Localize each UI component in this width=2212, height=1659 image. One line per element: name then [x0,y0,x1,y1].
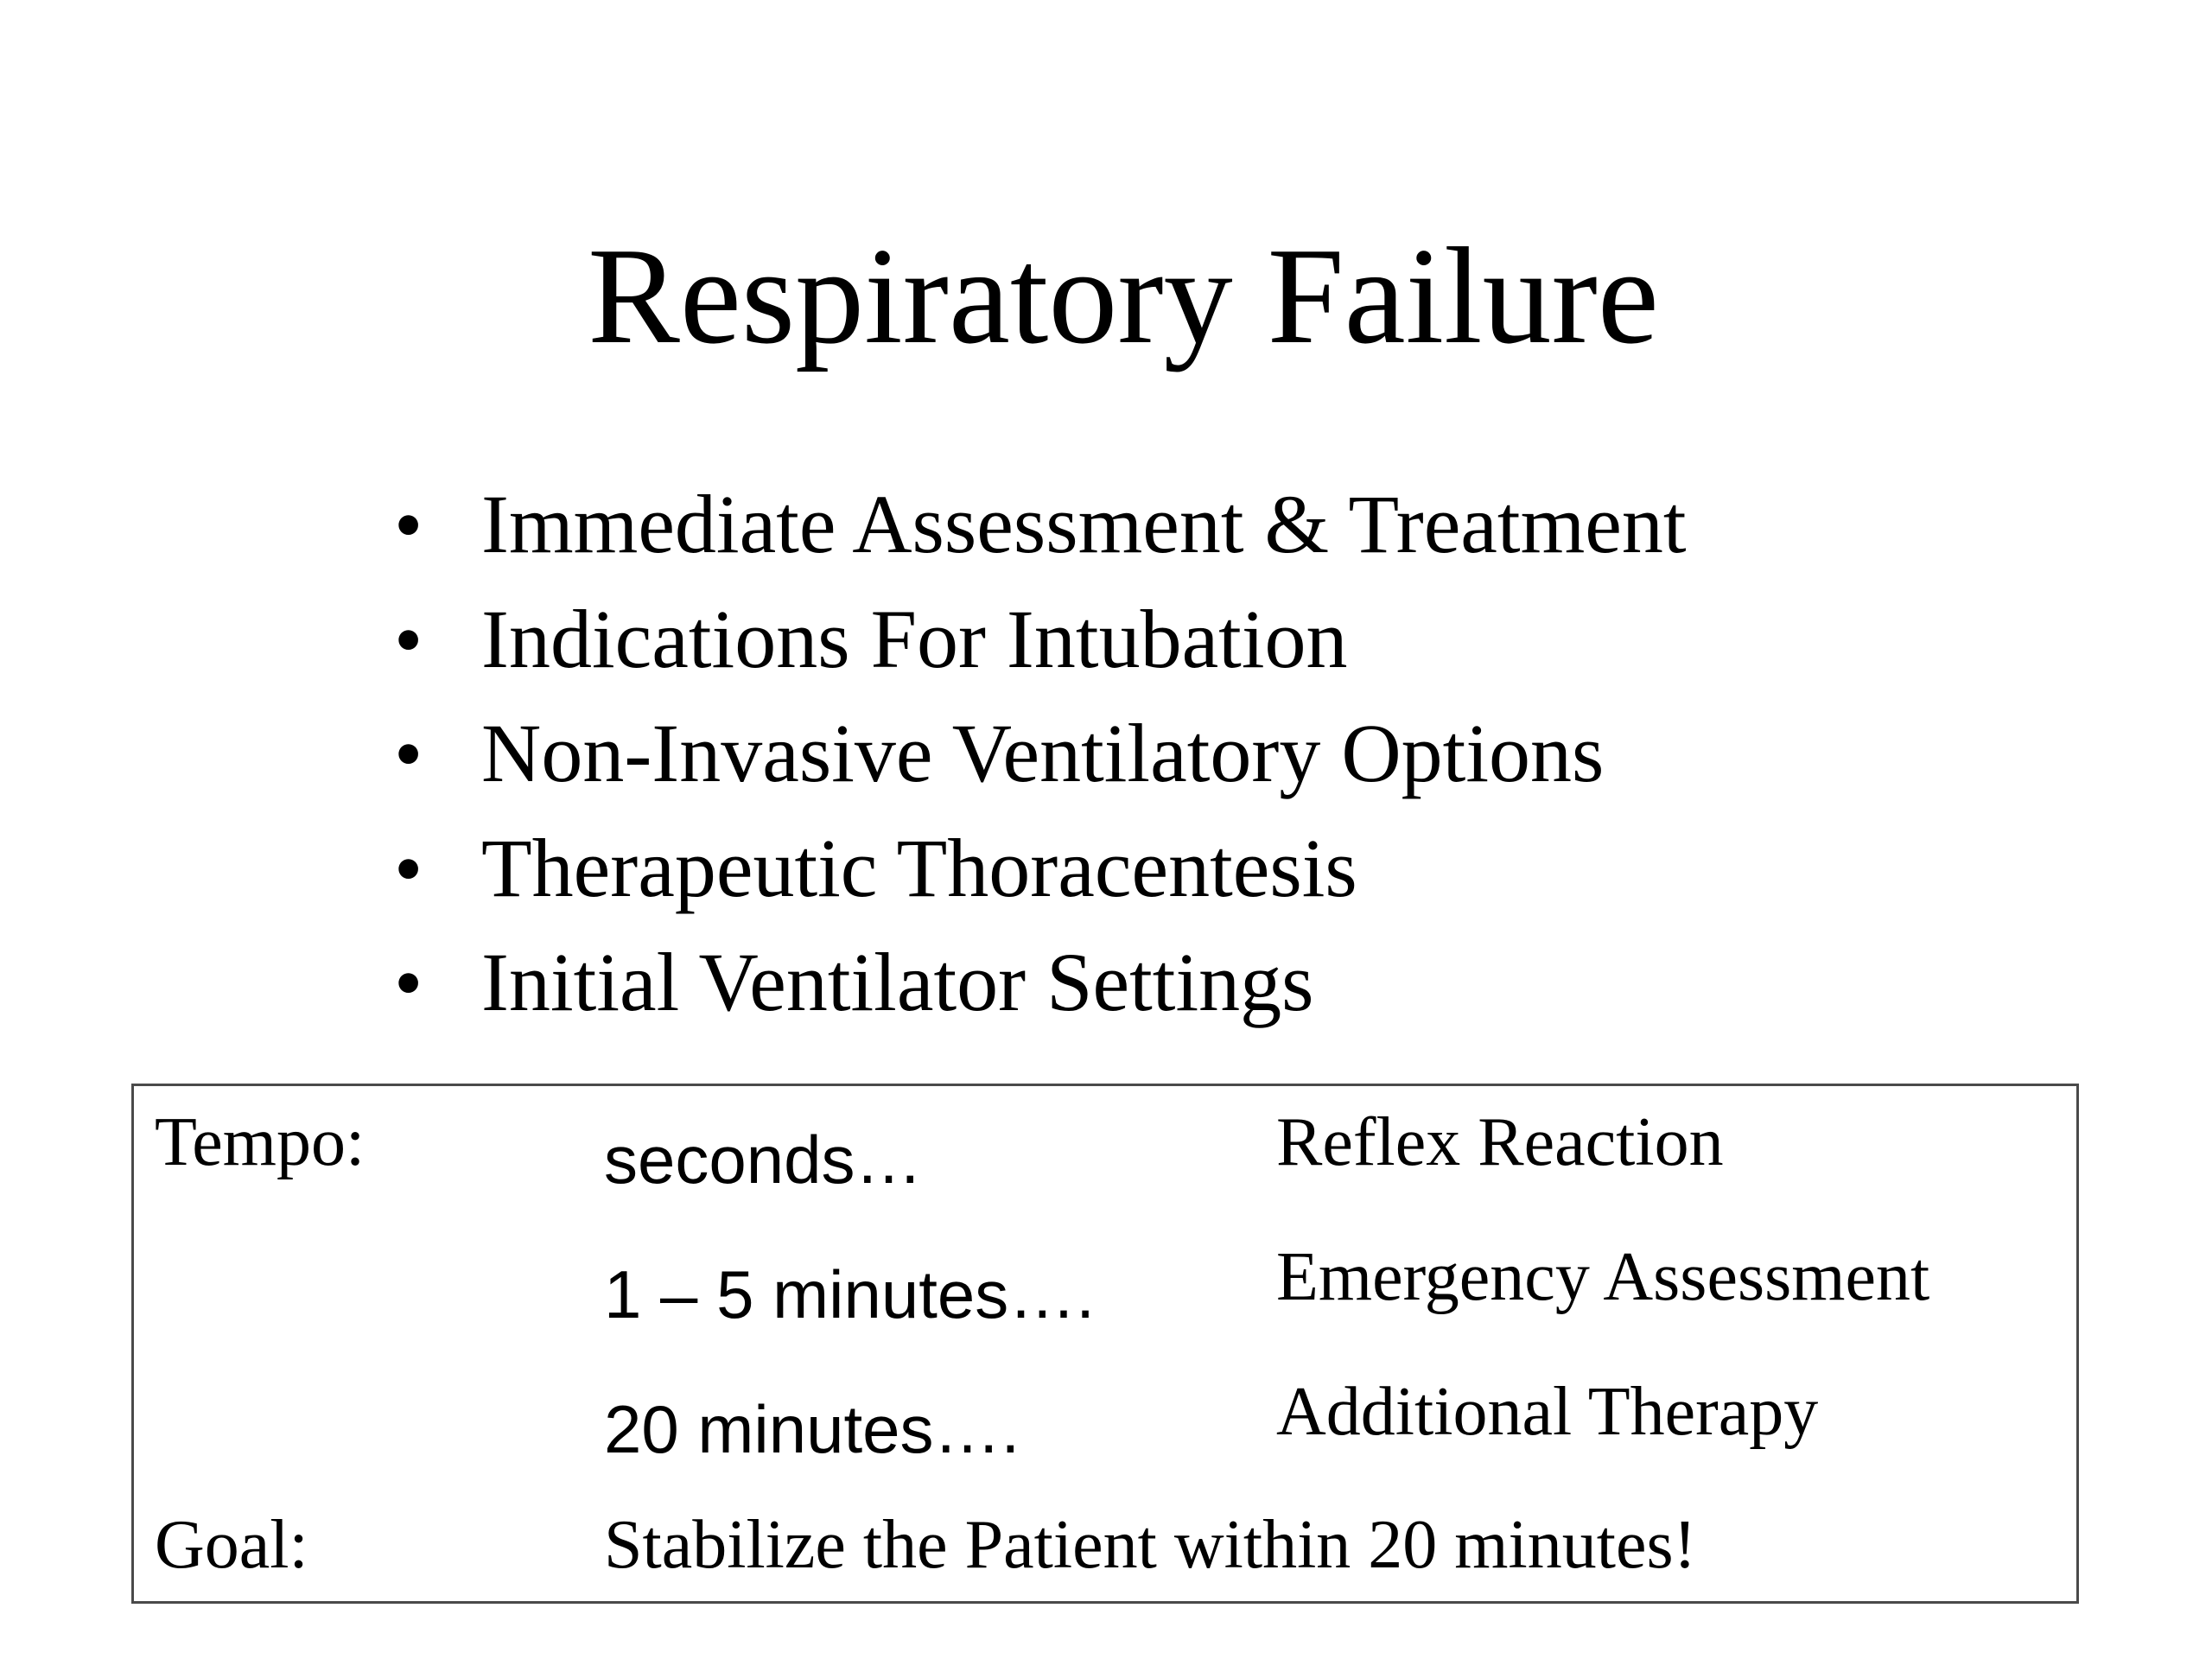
bullet-dot-icon: • [394,937,423,1028]
bullet-text: Indications For Intubation [481,593,1348,685]
tempo-label: Tempo: [155,1104,365,1180]
bullet-text: Immediate Assessment & Treatment [481,478,1687,570]
bullet-text: Initial Ventilator Settings [481,936,1314,1028]
slide-title: Respiratory Failure [588,219,1659,372]
bullet-dot-icon: • [394,823,423,914]
tempo-goal-box [131,1084,2079,1604]
bullet-text: Non-Invasive Ventilatory Options [481,707,1605,799]
bullet-dot-icon: • [394,479,423,570]
tempo-time: 20 minutes…. [604,1391,1020,1467]
bullet-text: Therapeutic Thoracentesis [481,822,1357,914]
tempo-action: Additional Therapy [1276,1374,1819,1450]
tempo-time: seconds… [604,1122,923,1198]
goal-label: Goal: [155,1507,308,1583]
goal-text: Stabilize the Patient within 20 minutes! [604,1507,1697,1583]
tempo-time: 1 – 5 minutes…. [604,1256,1095,1332]
bullet-dot-icon: • [394,594,423,685]
bullet-dot-icon: • [394,708,423,799]
tempo-action: Reflex Reaction [1276,1104,1724,1180]
tempo-action: Emergency Assessment [1276,1239,1930,1315]
